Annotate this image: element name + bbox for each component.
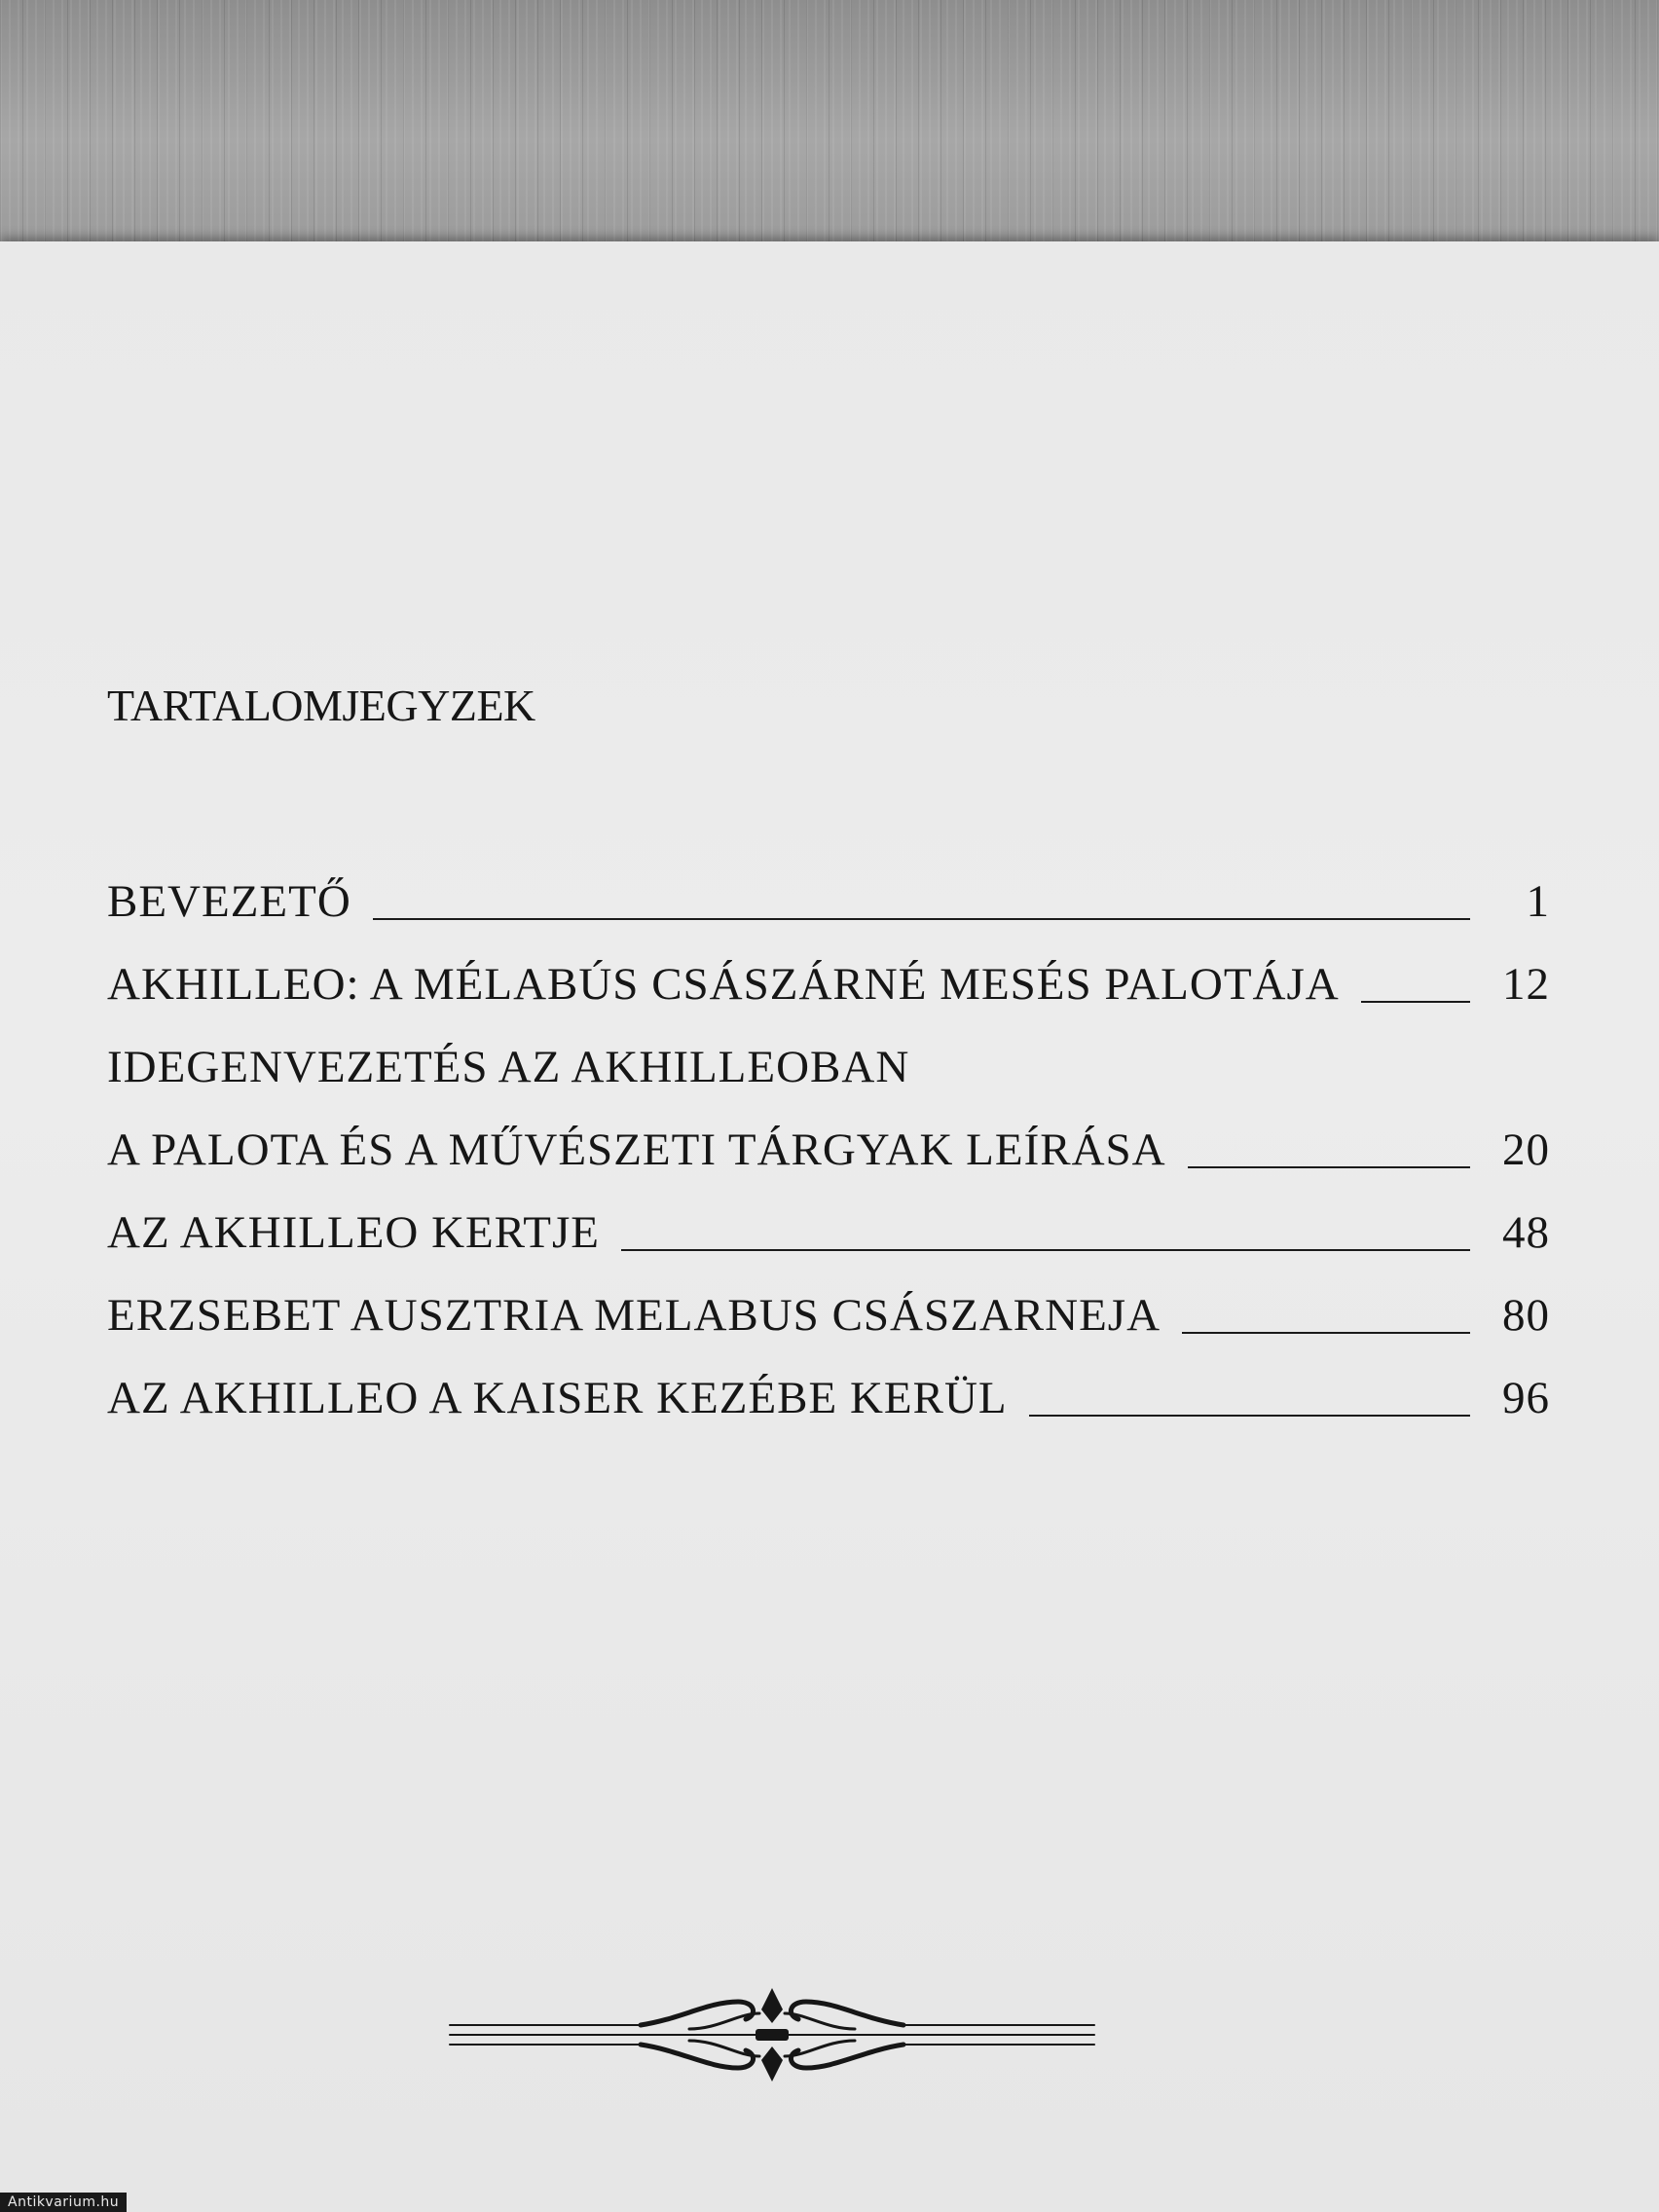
toc-page-number: 12 <box>1502 959 1550 1010</box>
toc-leader-line <box>1029 1415 1470 1417</box>
toc-page-number: 1 <box>1526 876 1550 927</box>
toc-entry-erzsebet <box>107 1271 1550 1353</box>
toc-entry-label: AKHILLEO: A MÉLABÚS CSÁSZÁRNÉ MESÉS PALOTÁJA <box>107 959 1340 1010</box>
toc-entry-label: IDEGENVEZETÉS AZ AKHILLEOBAN <box>107 1042 910 1092</box>
toc-page-number: 80 <box>1502 1290 1550 1341</box>
toc-entry-idegenvezetes <box>107 1022 1550 1105</box>
toc-entry-label: AZ AKHILLEO A KAISER KEZÉBE KERÜL <box>107 1373 1008 1423</box>
toc-page-number: 96 <box>1502 1373 1550 1423</box>
toc-page-number: 20 <box>1502 1124 1550 1175</box>
toc-entry-label: ERZSEBET AUSZTRIA MELABUS CSÁSZARNEJA <box>107 1290 1161 1341</box>
toc-entry-bevezeto <box>107 857 1550 940</box>
table-of-contents <box>107 857 1550 1436</box>
toc-leader-line <box>373 918 1470 920</box>
toc-entry-akhilleo-palotaja <box>107 940 1550 1022</box>
toc-leader-line <box>1361 1001 1470 1003</box>
scroll-flourish-ornament-icon <box>446 1980 1098 2091</box>
toc-entry-palota-leirasa <box>107 1105 1550 1188</box>
toc-leader-line <box>1182 1332 1470 1334</box>
toc-entry-kertje <box>107 1188 1550 1271</box>
watermark-label: Antikvarium.hu <box>0 2193 127 2212</box>
toc-page-number: 48 <box>1502 1207 1550 1258</box>
toc-entry-label: A PALOTA ÉS A MŰVÉSZETI TÁRGYAK LEÍRÁSA <box>107 1124 1166 1175</box>
toc-leader-line <box>621 1249 1470 1251</box>
toc-page-number <box>1497 1093 1550 1105</box>
toc-entry-label: AZ AKHILLEO KERTJE <box>107 1207 600 1258</box>
table-surface-background <box>0 0 1659 255</box>
toc-entry-label: BEVEZETŐ <box>107 876 351 927</box>
toc-leader-line <box>1188 1166 1470 1168</box>
page-title: TARTALOMJEGYZEK <box>107 681 535 730</box>
toc-entry-kaiser <box>107 1353 1550 1436</box>
